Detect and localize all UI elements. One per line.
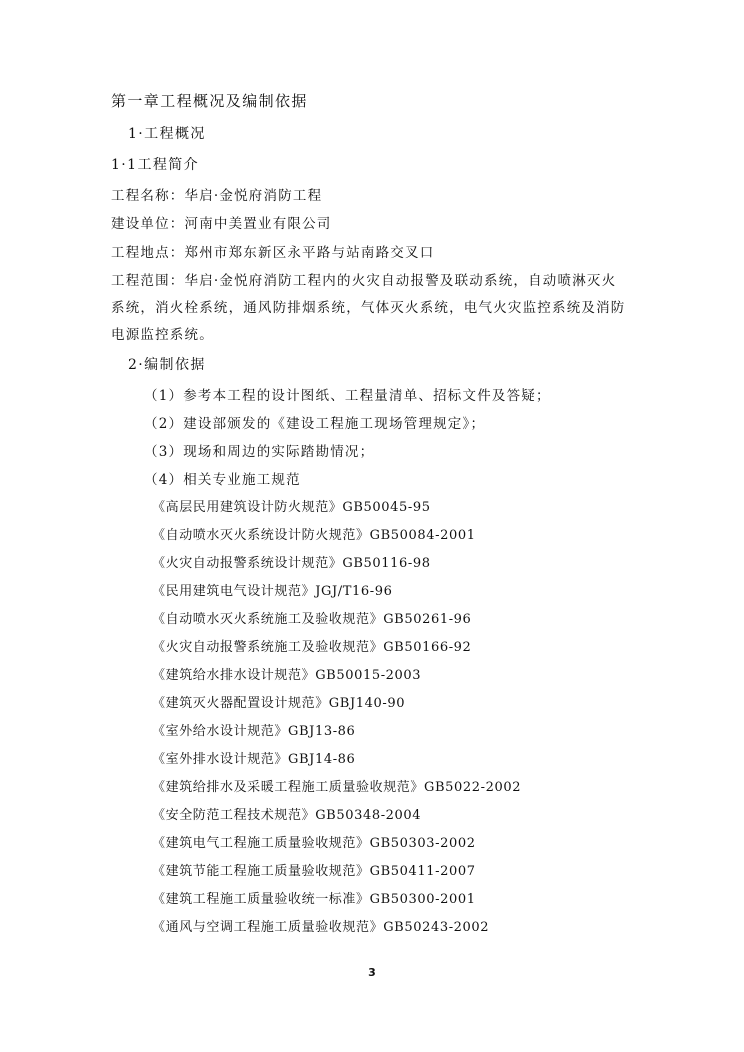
standard-item: 《建筑给水排水设计规范》GB50015-2003 [152,668,422,683]
project-scope-line: 工程范围：华启·金悦府消防工程内的火灾自动报警及联动系统，自动喷淋灭火 [111,273,617,289]
basis-item: （4）相关专业施工规范 [144,472,301,488]
basis-item: （2）建设部颁发的《建设工程施工现场管理规定》； [144,416,486,432]
standard-item: 《室外给水设计规范》GBJ13-86 [152,724,356,739]
basis-item: （3）现场和周边的实际踏勘情况； [144,444,375,460]
standard-item: 《室外排水设计规范》GBJ14-86 [152,752,356,767]
project-scope-line: 系统，消火栓系统，通风防排烟系统，气体灭火系统，电气火灾监控系统及消防 [111,300,626,316]
basis-item: （1）参考本工程的设计图纸、工程量清单、招标文件及答疑； [144,388,551,404]
standard-item: 《火灾自动报警系统施工及验收规范》GB50166-92 [152,640,472,655]
section-2-heading: 2·编制依据 [128,357,206,373]
standard-item: 《建筑电气工程施工质量验收规范》GB50303-2002 [152,836,476,851]
project-name: 工程名称：华启·金悦府消防工程 [111,188,323,204]
standard-item: 《通风与空调工程施工质量验收规范》GB50243-2002 [152,920,490,935]
project-owner: 建设单位：河南中美置业有限公司 [111,216,332,232]
standard-item: 《建筑工程施工质量验收统一标准》GB50300-2001 [152,892,476,907]
chapter-title: 第一章工程概况及编制依据 [111,92,308,110]
standard-item: 《自动喷水灭火系统施工及验收规范》GB50261-96 [152,612,472,627]
section-1-1-heading: 1·1工程简介 [111,157,200,173]
standard-item: 《建筑节能工程施工质量验收规范》GB50411-2007 [152,864,476,879]
section-1-heading: 1·工程概况 [128,126,206,142]
standard-item: 《火灾自动报警系统设计规范》GB50116-98 [152,556,431,571]
standard-item: 《建筑给排水及采暖工程施工质量验收规范》GB5022-2002 [152,780,522,795]
project-scope-line: 电源监控系统。 [111,327,214,343]
standard-item: 《安全防范工程技术规范》GB50348-2004 [152,808,422,823]
project-location: 工程地点：郑州市郑东新区永平路与站南路交叉口 [111,245,435,261]
standard-item: 《民用建筑电气设计规范》JGJ/T16-96 [152,584,393,599]
standard-item: 《自动喷水灭火系统设计防火规范》GB50084-2001 [152,528,476,543]
standard-item: 《建筑灭火器配置设计规范》GBJ140-90 [152,696,406,711]
standard-item: 《高层民用建筑设计防火规范》GB50045-95 [152,500,431,515]
page-number: 3 [368,966,376,979]
